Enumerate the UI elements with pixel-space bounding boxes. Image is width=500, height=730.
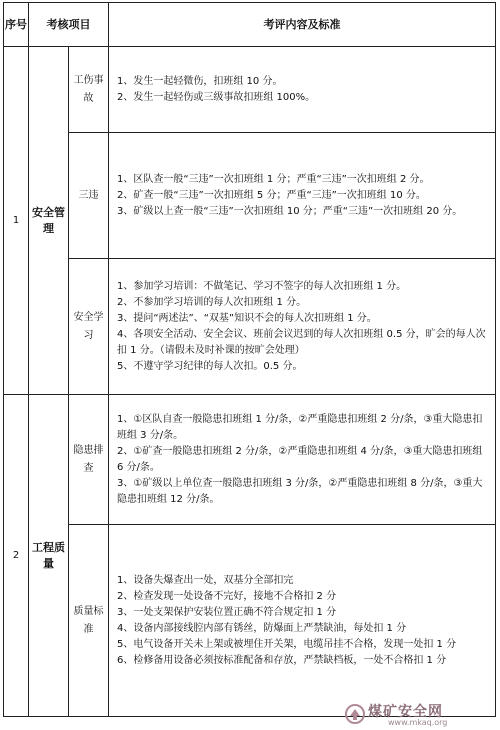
sub-item-label: 工伤事故 (69, 47, 109, 133)
sub-item-content (109, 395, 496, 525)
watermark-title: 煤矿安全网 (368, 704, 443, 720)
content-line: 1、①区队自查一般隐患扣班组 1 分/条，②严重隐患扣班组 2 分/条，③重大隐患扣班组 3 分/条。 (117, 413, 483, 441)
content-line: 1、设备失爆查出一处，双基分全部扣完 (117, 574, 294, 586)
content-line: 1、发生一起轻微伤，扣班组 10 分。 (117, 75, 283, 87)
site-watermark (344, 701, 494, 729)
content-line: 2、①矿查一般隐患扣班组 2 分/条，②严重隐患扣班组 4 分/条，③重大隐患扣班组 6 分/条。 (117, 445, 483, 473)
content-line: 2、检查发现一处设备不完好，接地不合格扣 2 分 (117, 590, 337, 602)
content-line: 3、一处支架保护安装位置正确不符合规定扣 1 分 (117, 606, 337, 618)
section-seq: 2 (4, 395, 29, 717)
content-line: 3、提问“两述法”、“双基”知识不会的每人次扣班组 1 分。 (117, 312, 377, 324)
sub-item-content (109, 259, 496, 395)
section-seq: 1 (4, 47, 29, 395)
content-line: 3、①矿级以上单位查一般隐患扣班组 3 分/条，②严重隐患扣班组 8 分/条，③重大隐患扣班组 12 分/条。 (117, 477, 483, 505)
content-line: 5、不遵守学习纪律的每人次扣。0.5 分。 (117, 360, 303, 372)
sub-item-content (109, 525, 496, 717)
content-line: 2、发生一起轻伤或三级事故扣班组 100%。 (117, 91, 316, 103)
sub-item-content (109, 133, 496, 259)
content-line: 2、不参加学习培训的每人次扣班组 1 分。 (117, 296, 307, 308)
content-line: 2、矿查一般“三违”一次扣班组 5 分；严重“三违”一次扣班组 10 分。 (117, 189, 426, 201)
sub-item-label: 三违 (69, 133, 109, 259)
sub-item-label: 质量标准 (69, 525, 109, 717)
section-name: 安全管理 (29, 47, 69, 395)
content-line: 6、检修备用设备必须按标准配备和存放，严禁缺档板，一处不合格扣 1 分 (117, 654, 447, 666)
content-line: 1、参加学习培训：不做笔记、学习不签字的每人次扣班组 1 分。 (117, 280, 407, 292)
sub-item-label: 隐患排查 (69, 395, 109, 525)
assessment-table (3, 2, 496, 717)
sub-item-content (109, 47, 496, 133)
content-line: 5、电气设备开关未上架或被埋住开关架，电缆吊挂不合格，发现一处扣 1 分 (117, 638, 457, 650)
header-project: 考核项目 (29, 3, 109, 47)
header-seq: 序号 (4, 3, 29, 47)
content-line: 3、矿级以上查一般“三违”一次扣班组 10 分；严重“三违”一次扣班组 20 分。 (117, 205, 463, 217)
content-line: 4、各项安全活动、安全会议、班前会议迟到的每人次扣班组 0.5 分，旷会的每人次扣 1 分。（请假未及时补课的按旷会处理） (117, 328, 486, 356)
watermark-url: www.mkaq.org (388, 718, 448, 727)
section-name: 工程质量 (29, 395, 69, 717)
header-content: 考评内容及标准 (109, 3, 496, 47)
watermark-logo-icon (344, 703, 366, 725)
content-line: 4、设备内部接线腔内部有锈丝，防爆面上严禁缺油，每处扣 1 分 (117, 622, 407, 634)
content-line: 1、区队查一般“三违”一次扣班组 1 分；严重“三违”一次扣班组 2 分。 (117, 173, 430, 185)
sub-item-label: 安全学习 (69, 259, 109, 395)
